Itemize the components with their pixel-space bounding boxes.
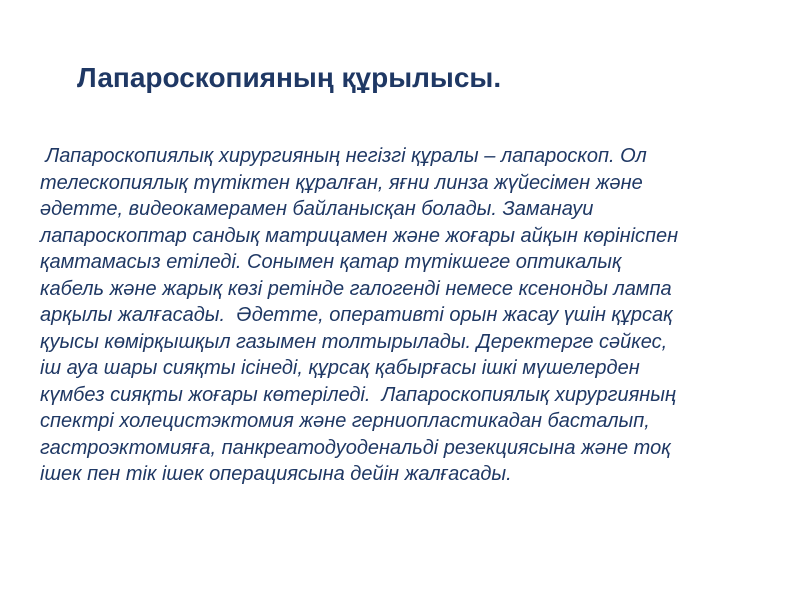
body-line: лапароскоптар сандық матрицамен және жоғары айқын көрініспен (40, 224, 679, 247)
body-line: қамтамасыз етіледі. Сонымен қатар түтікшеге оптикалық (40, 251, 622, 273)
body-line: іш ауа шары сияқты ісінеді, құрсақ қабырғасы ішкі мүшелерден (40, 357, 640, 379)
body-line: күмбез сияқты жоғары көтеріледі. Лапароскопиялық хирургияның (40, 383, 677, 406)
body-line: Лапароскопиялық хирургияның негізгі құралы – лапароскоп. Ол (40, 145, 647, 167)
body-line: қуысы көмірқышқыл газымен толтырылады. Деректерге сәйкес, (40, 330, 668, 353)
slide-title: Лапароскопияның құрылысы. (77, 62, 502, 93)
slide-body (40, 143, 760, 488)
body-line: ішек пен тік ішек операциясына дейін жалғасады. (40, 463, 512, 485)
body-line: кабель және жарық көзі ретінде галогенді немесе ксенонды лампа (40, 277, 672, 300)
body-line: әдетте, видеокамерамен байланысқан болады. Заманауи (40, 198, 594, 220)
body-line: спектрі холецистэктомия және герниопластикадан басталып, (40, 410, 650, 432)
body-line: телескопиялық түтіктен құралған, яғни линза жүйесімен және (40, 171, 643, 194)
body-line: арқылы жалғасады. Әдетте, оперативті орын жасау үшін құрсақ (40, 304, 673, 326)
body-line: гастроэктомияға, панкреатодуоденальді резекциясына және тоқ (40, 436, 671, 459)
